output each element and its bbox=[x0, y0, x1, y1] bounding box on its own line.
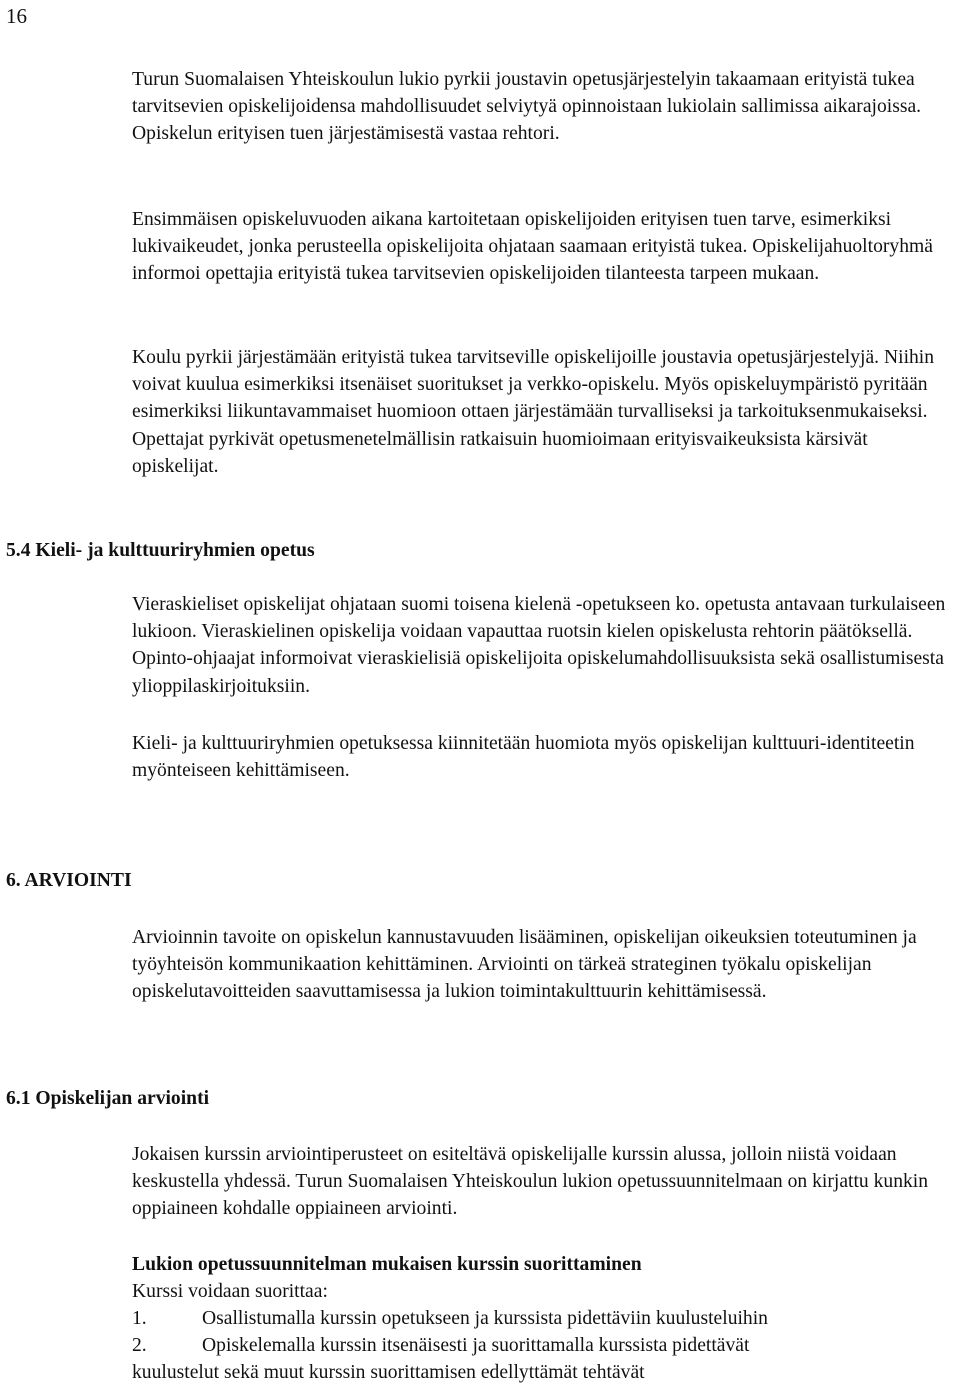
page-number: 16 bbox=[6, 4, 27, 28]
list-item-text: Opiskelemalla kurssin itsenäisesti ja suorittamalla kurssista pidettävät bbox=[202, 1335, 750, 1356]
list-item bbox=[132, 1332, 952, 1359]
paragraph-special-support-intro: Turun Suomalaisen Yhteiskoulun lukio pyrkii joustavin opetusjärjestelyin takaamaan erityistä tukea tarvitsevien opiskelijoidensa mahdollisuudet selviytyä opinnoistaan lukiolain sallimissa aikarajoissa. Opiskelun erityisen tuen järjestämisestä vastaa rehtori. bbox=[132, 69, 922, 145]
paragraph-course-criteria: Jokaisen kurssin arviointiperusteet on esiteltävä opiskelijalle kurssin alussa, jolloin niistä voidaan keskustella yhdessä. Turun Suomalaisen Yhteiskoulun lukion opetussuunnitelmaan on kirjattu kunkin oppiaineen kohdalle oppiaineen arviointi. bbox=[132, 1144, 929, 1220]
paragraph-first-year-mapping: Ensimmäisen opiskeluvuoden aikana kartoitetaan opiskelijoiden erityisen tuen tarve, esimerkiksi lukivaikeudet, jonka perusteella opiskelijoita ohjataan saamaan erityistä tukea. Opiskelijahuoltoryhmä informoi opettajia erityistä tukea tarvitsevien opiskelijoiden tilanteesta tarpeen mukaan. bbox=[132, 209, 933, 285]
paragraph-foreign-language-students: Vieraskieliset opiskelijat ohjataan suomi toisena kielenä -opetukseen ko. opetusta antavaan turkulaiseen lukioon. Vieraskielinen opiskelija voidaan vapauttaa ruotsin kielen opiskelusta rehtorin päätöksellä. Opinto-ohjaajat informoivat vieraskielisiä opiskelijoita opiskelumahdollisuuksista sekä osallistumisesta ylioppilaskirjoituksiin. bbox=[132, 594, 946, 697]
list-item-continuation: kuulustelut sekä muut kurssin suorittamisen edellyttämät tehtävät bbox=[132, 1362, 645, 1383]
paragraph-assessment-goal: Arvioinnin tavoite on opiskelun kannustavuuden lisääminen, opiskelijan oikeuksien toteutuminen ja työyhteisön kommunikaation kehittäminen. Arviointi on tärkeä strateginen työkalu opiskelijan opiskelutavoitteiden saavuttamisessa ja lukion toimintakulttuurin kehittämisessä. bbox=[132, 927, 917, 1003]
section-heading-6: 6. ARVIOINTI bbox=[6, 870, 132, 891]
paragraph-flexible-arrangements: Koulu pyrkii järjestämään erityistä tukea tarvitseville opiskelijoille joustavia opetusjärjestelyjä. Niihin voivat kuulua esimerkiksi itsenäiset suoritukset ja verkko-opiskelu. Myös opiskeluympäristö pyritään esimerkiksi liikuntavammaiset huomioon ottaen järjestämään turvalliseksi ja tarkoituksenmukaiseksi. Opettajat pyrkivät opetusmenetelmällisin ratkaisuin huomioimaan erityisvaikeuksista kärsivät opiskelijat. bbox=[132, 347, 935, 477]
list-item-text: Osallistumalla kurssin opetukseen ja kurssista pidettäviin kuulusteluihin bbox=[202, 1308, 768, 1329]
list-intro: Kurssi voidaan suorittaa: bbox=[132, 1281, 328, 1302]
list-item-number: 2. bbox=[132, 1335, 147, 1356]
section-heading-5-4: 5.4 Kieli- ja kulttuuriryhmien opetus bbox=[6, 540, 315, 561]
list-item-number: 1. bbox=[132, 1308, 147, 1329]
paragraph-cultural-identity: Kieli- ja kulttuuriryhmien opetuksessa kiinnitetään huomiota myös opiskelijan kulttuuri-identiteetin myönteiseen kehittämiseen. bbox=[132, 733, 915, 782]
section-heading-6-1: 6.1 Opiskelijan arviointi bbox=[6, 1088, 210, 1109]
subheading-course-completion: Lukion opetussuunnitelman mukaisen kurssin suorittaminen bbox=[132, 1254, 642, 1275]
list-item bbox=[132, 1305, 952, 1332]
